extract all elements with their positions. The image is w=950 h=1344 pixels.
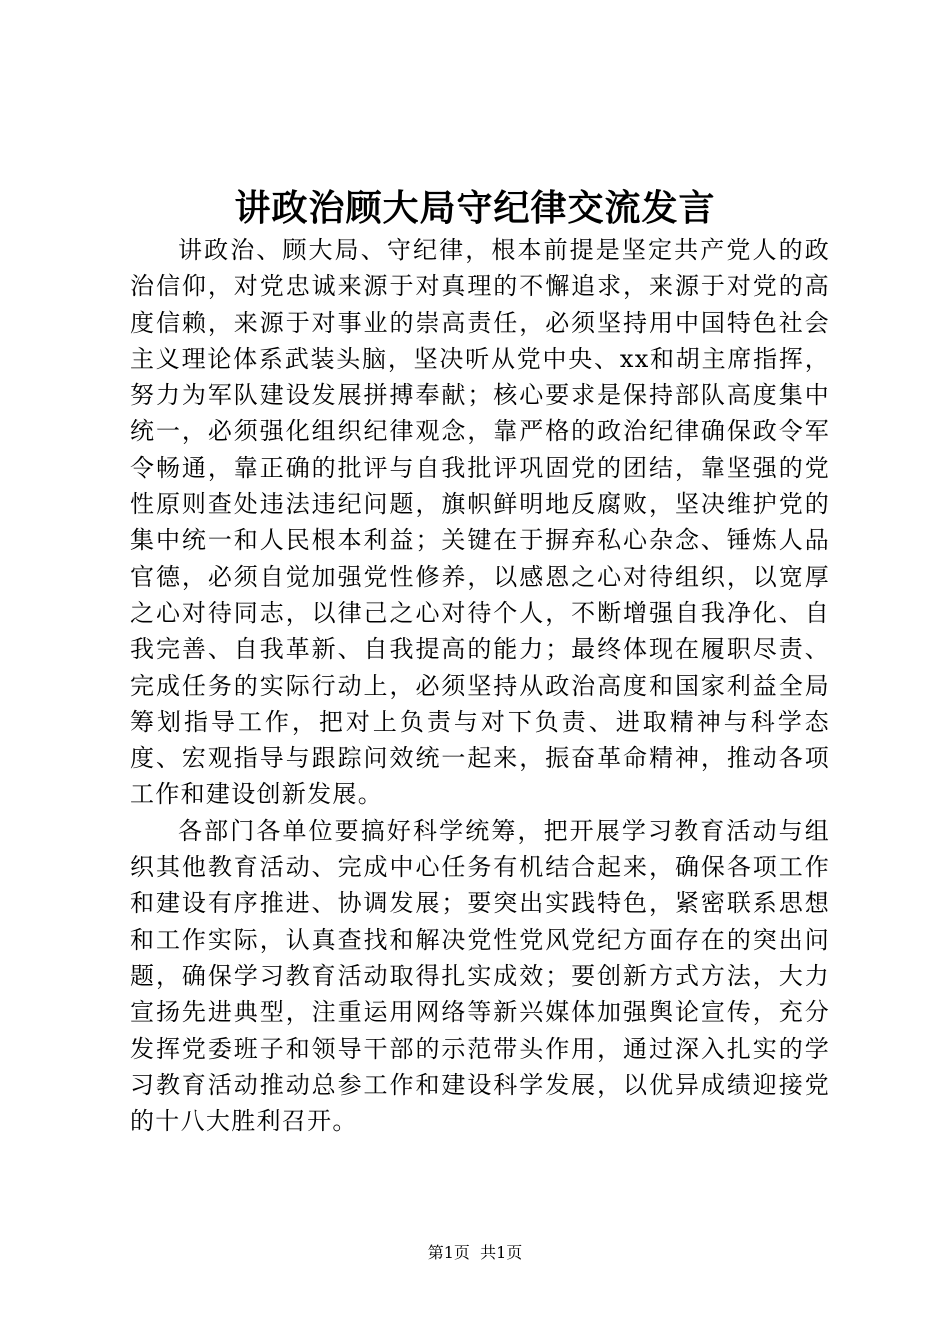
document-body <box>130 232 830 1139</box>
footer-separator <box>470 1243 480 1262</box>
paragraph-1: 讲政治、顾大局、守纪律，根本前提是坚定共产党人的政治信仰，对党忠诚来源于对真理的不懈追求，来源于对党的高度信赖，来源于对事业的崇高责任，必须坚持用中国特色社会主义理论体系武装头脑，坚决听从党中央、xx和胡主席指挥，努力为军队建设发展拼搏奉献；核心要求是保持部队高度集中统一，必须强化组织纪律观念，靠严格的政治纪律确保政令军令畅通，靠正确的批评与自我批评巩固党的团结，靠坚强的党性原则查处违法违纪问题，旗帜鲜明地反腐败，坚决维护党的集中统一和人民根本利益；关键在于摒弃私心杂念、锤炼人品官德，必须自觉加强党性修养，以感恩之心对待组织，以宽厚之心对待同志，以律己之心对待个人，不断增强自我净化、自我完善、自我革新、自我提高的能力；最终体现在履职尽责、完成任务的实际行动上，必须坚持从政治高度和国家利益全局筹划指导工作，把对上负责与对下负责、进取精神与科学态度、宏观指导与跟踪问效统一起来，振奋革命精神，推动各项工作和建设创新发展。 <box>130 236 830 809</box>
page-number-current: 第1页 <box>427 1243 470 1262</box>
page-footer <box>0 1242 950 1264</box>
paragraph-2: 各部门各单位要搞好科学统筹，把开展学习教育活动与组织其他教育活动、完成中心任务有机结合起来，确保各项工作和建设有序推进、协调发展；要突出实践特色，紧密联系思想和工作实际，认真查找和解决党性党风党纪方面存在的突出问题，确保学习教育活动取得扎实成效；要创新方式方法，大力宣扬先进典型，注重运用网络等新兴媒体加强舆论宣传，充分发挥党委班子和领导干部的示范带头作用，通过深入扎实的学习教育活动推动总参工作和建设科学发展，以优异成绩迎接党的十八大胜利召开。 <box>130 816 830 1136</box>
document-title: 讲政治顾大局守纪律交流发言 <box>234 187 716 229</box>
page-number-total: 共1页 <box>480 1243 523 1262</box>
